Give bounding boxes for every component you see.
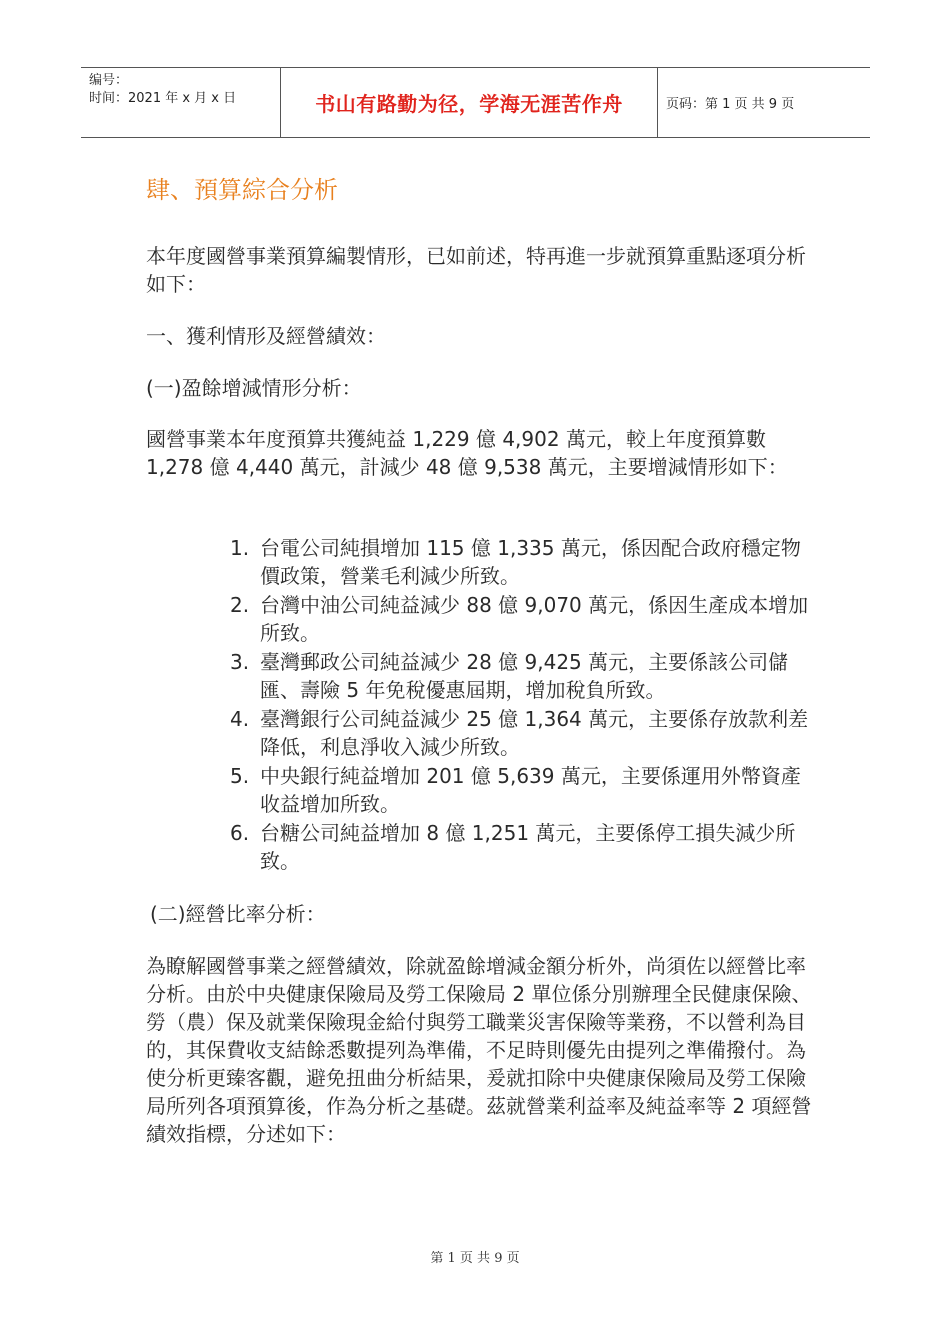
list-item-text: 台電公司純損增加 115 億 1,335 萬元，係因配合政府穩定物價政策，營業毛利減少所致。: [260, 536, 801, 588]
list-item: [230, 762, 820, 818]
page-header: [81, 67, 870, 138]
list-item-number: 6.: [230, 821, 250, 845]
header-page-info: 页码：第 1 页 共 9 页: [666, 97, 795, 112]
list-item-number: 5.: [230, 764, 250, 788]
list-item-number: 3.: [230, 650, 250, 674]
header-meta-cell: [81, 68, 281, 137]
subsection-title-ratio: (二)經營比率分析：: [150, 902, 326, 926]
list-item-text: 台灣中油公司純益減少 88 億 9,070 萬元，係因生產成本增加所致。: [260, 593, 809, 645]
list-item: [230, 534, 820, 590]
list-item-text: 臺灣郵政公司純益減少 28 億 9,425 萬元，主要係該公司儲匯、壽險 5 年免稅優惠屆期，增加稅負所致。: [260, 650, 789, 702]
list-item-number: 4.: [230, 707, 250, 731]
intro-paragraph: 本年度國營事業預算編製情形，已如前述，特再進一步就預算重點逐項分析如下：: [146, 244, 806, 296]
list-item: [230, 591, 820, 647]
page-footer: 第 1 页 共 9 页: [430, 1251, 520, 1266]
header-motto: 书山有路勤为径，学海无涯苦作舟: [315, 92, 623, 116]
section-title-profit: 一、獲利情形及經營績效：: [146, 324, 386, 348]
section-heading: 肆、預算綜合分析: [146, 176, 338, 204]
list-item: [230, 819, 820, 875]
list-item-text: 台糖公司純益增加 8 億 1,251 萬元，主要係停工損失減少所致。: [260, 821, 796, 873]
analysis-paragraph: 為瞭解國營事業之經營績效，除就盈餘增減金額分析外，尚須佐以經營比率分析。由於中央健康保險局及勞工保險局 2 單位係分別辦理全民健康保險、勞（農）保及就業保險現金給付與勞工職業災害保險等業務，不以營利為目的，其保費收支結餘悉數提列為準備，不足時則優先由提列之準備撥付。為使分析更臻客觀，避免扭曲分析結果，爰就扣除中央健康保險局及勞工保險局所列各項預算後，作為分析之基礎。茲就營業利益率及純益率等 2 項經營績效指標，分述如下：: [146, 954, 812, 1146]
document-time-label: 时间：2021 年 x 月 x 日: [89, 91, 237, 106]
list-item-number: 2.: [230, 593, 250, 617]
change-items-list: [230, 534, 820, 876]
header-motto-cell: [281, 68, 658, 137]
list-item-number: 1.: [230, 536, 250, 560]
list-item-text: 臺灣銀行公司純益減少 25 億 1,364 萬元，主要係存放款利差降低，利息淨收入減少所致。: [260, 707, 809, 759]
header-page-cell: [658, 68, 870, 137]
summary-paragraph: 國營事業本年度預算共獲純益 1,229 億 4,902 萬元，較上年度預算數 1,278 億 4,440 萬元，計減少 48 億 9,538 萬元，主要增減情形如下：: [146, 427, 788, 479]
list-item-text: 中央銀行純益增加 201 億 5,639 萬元，主要係運用外幣資產收益增加所致。: [260, 764, 801, 816]
list-item: [230, 648, 820, 704]
list-item: [230, 705, 820, 761]
document-number-label: 编号：: [89, 73, 129, 88]
subsection-title-surplus: (一)盈餘增減情形分析：: [146, 376, 362, 400]
